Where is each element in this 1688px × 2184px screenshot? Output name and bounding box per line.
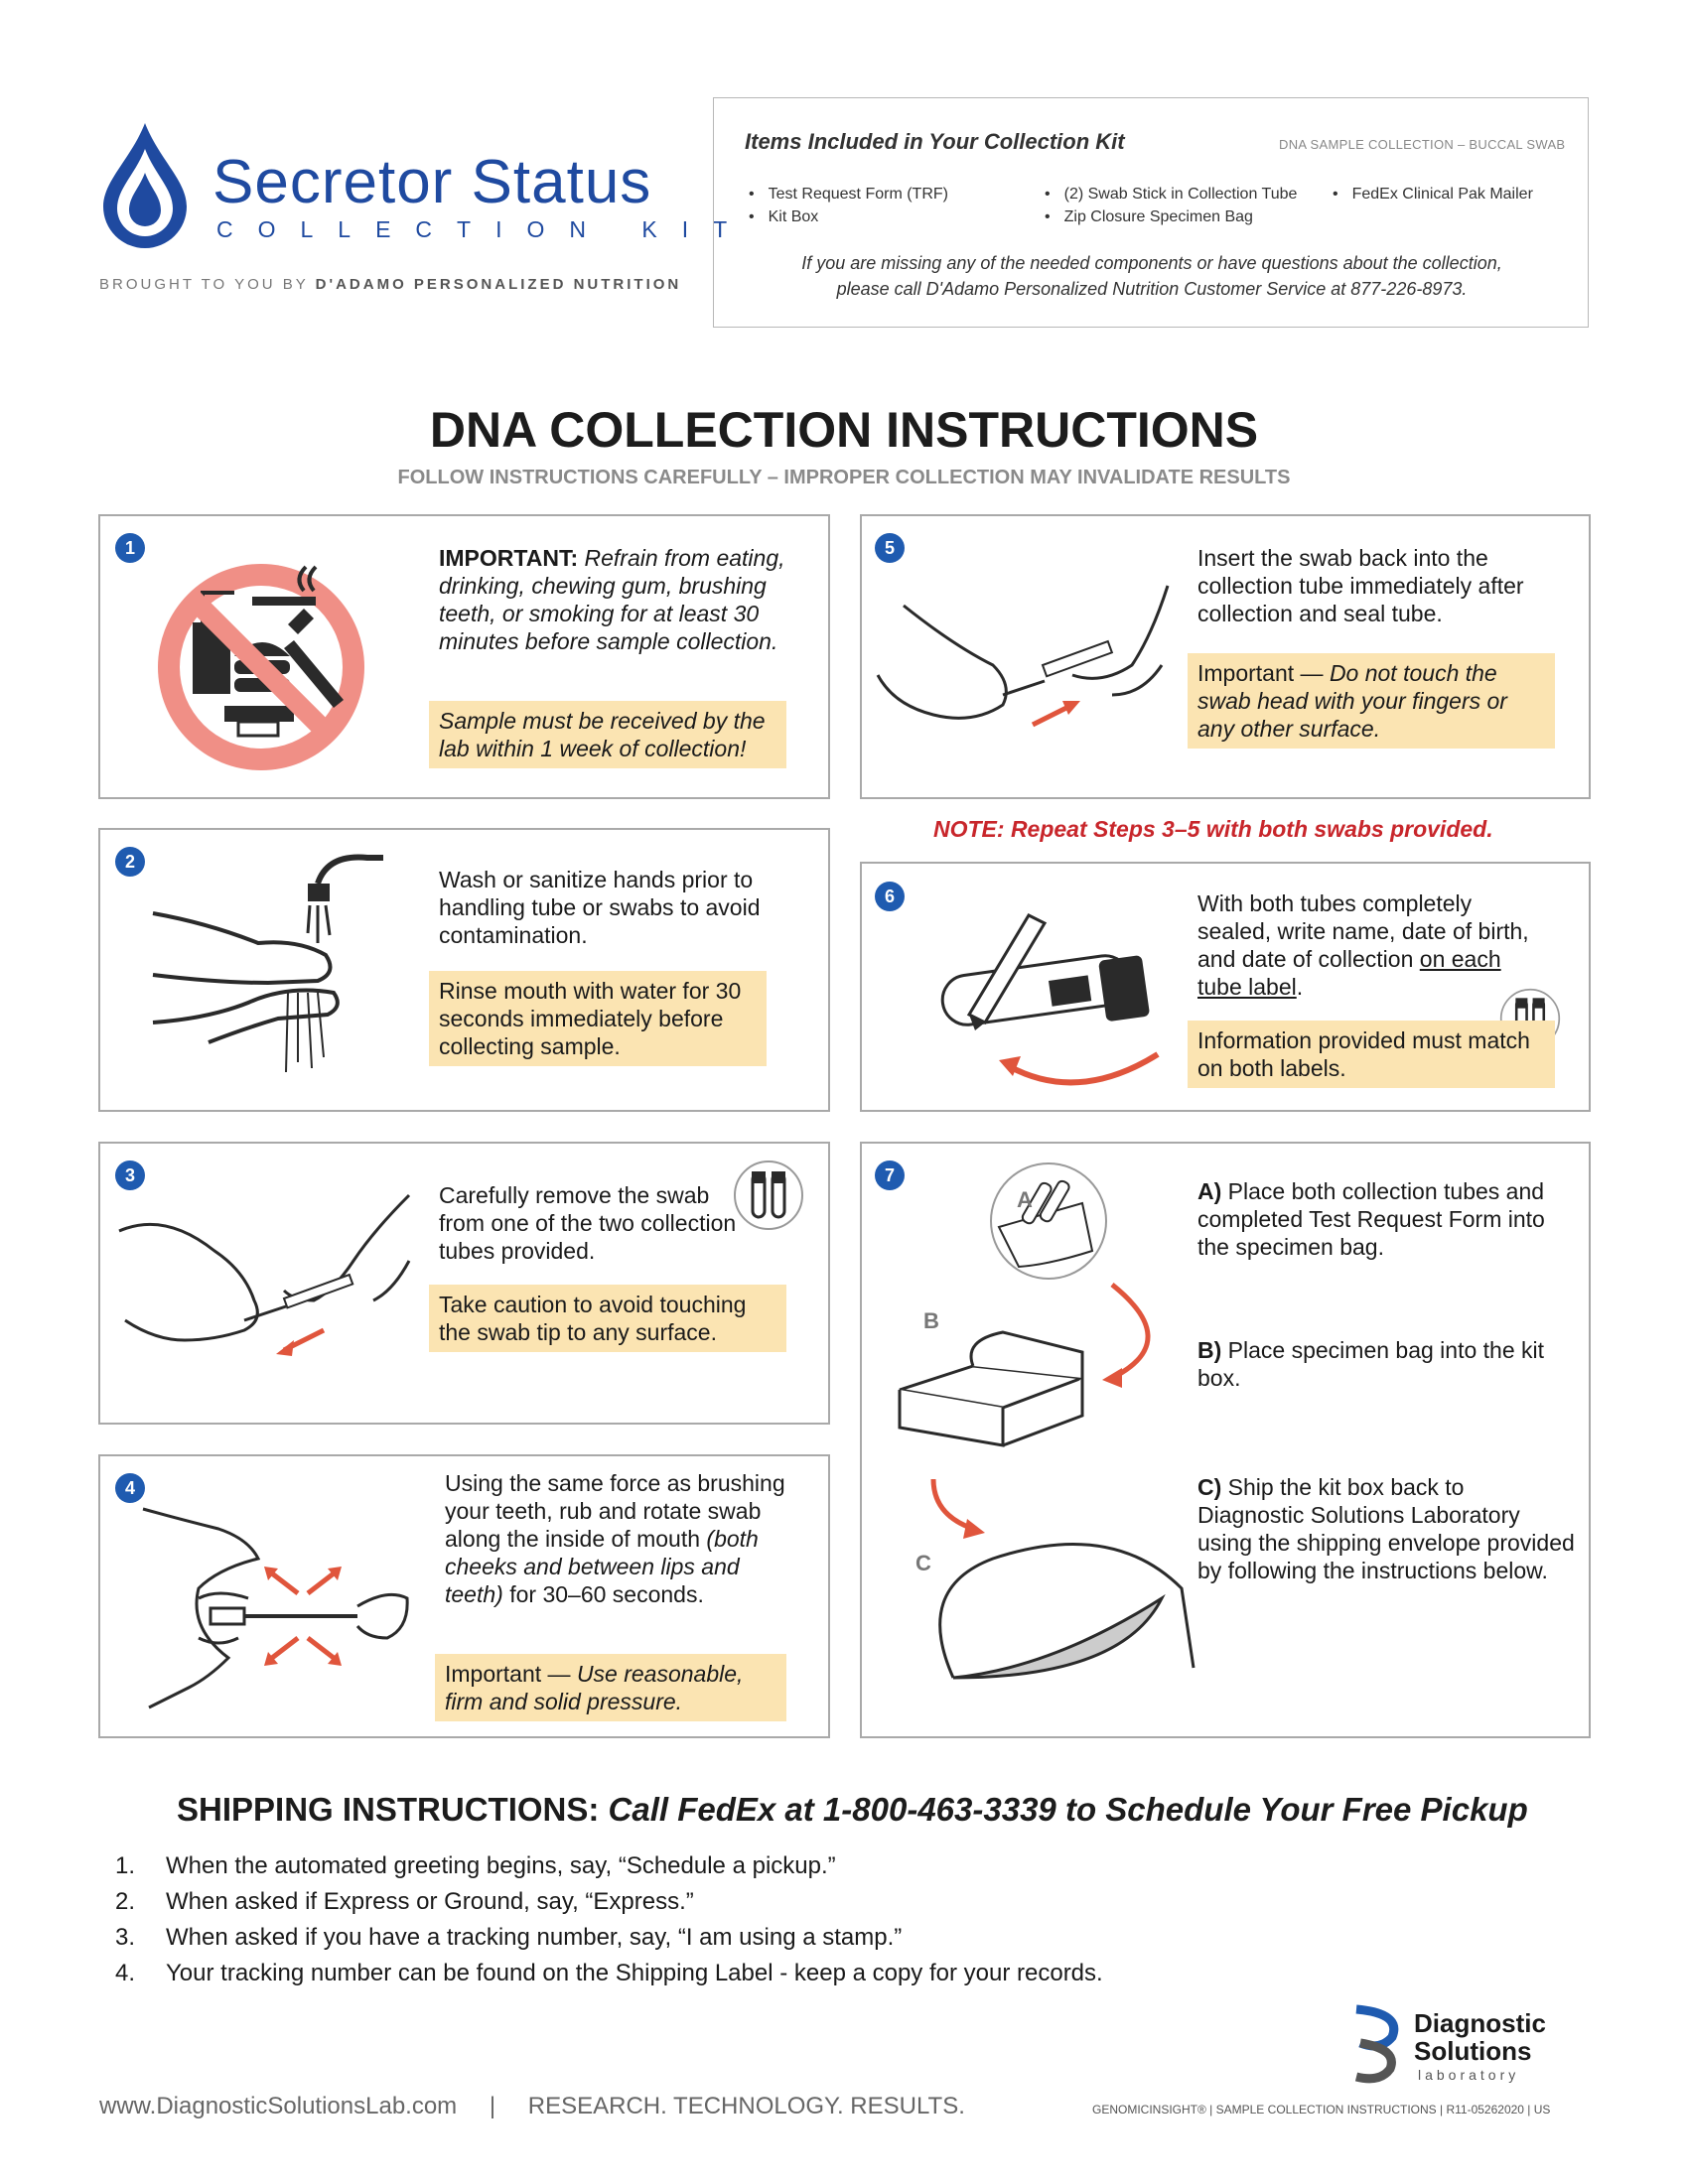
shipping-step bbox=[115, 1848, 1103, 1884]
step-4-highlight-b: Use reasonable, firm and solid pressure. bbox=[445, 1661, 744, 1714]
step-6-number: 6 bbox=[875, 882, 905, 911]
shipping-step bbox=[115, 1920, 1103, 1956]
step-2-highlight: Rinse mouth with water for 30 seconds immediately before collecting sample. bbox=[429, 971, 767, 1066]
kit-item: • Zip Closure Specimen Bag bbox=[1045, 205, 1297, 228]
hand-washing-icon bbox=[149, 844, 387, 1082]
step-4-highlight-a: Important — bbox=[445, 1661, 577, 1687]
step-5-highlight-a: Important — bbox=[1197, 660, 1330, 686]
step-1-highlight bbox=[429, 701, 786, 768]
step-5-highlight-b: Do not touch the swab head with your fingers or any other surface. bbox=[1197, 660, 1507, 742]
kit-note-line1: If you are missing any of the needed components or have questions about the collection, bbox=[801, 253, 1502, 273]
brand-title: Secretor Status bbox=[212, 148, 652, 216]
step-7-b bbox=[1197, 1336, 1565, 1392]
shipping-step bbox=[115, 1884, 1103, 1920]
step-5-highlight bbox=[1188, 653, 1555, 749]
kit-list-col2 bbox=[1045, 183, 1297, 228]
tube-labeling-icon bbox=[929, 905, 1168, 1094]
step-5-text: Insert the swab back into the collection tube immediately after collection and seal tube. bbox=[1197, 545, 1524, 626]
shipping-envelope-icon bbox=[933, 1529, 1201, 1707]
step-3-text: Carefully remove the swab from one of the two collection tubes provided. bbox=[439, 1182, 737, 1264]
step-7-c-text: Ship the kit box back to Diagnostic Solutions Laboratory using the shipping envelope provided by following the instructions below. bbox=[1197, 1474, 1575, 1583]
shipping-step-text: When asked if you have a tracking number, say, “I am using a stamp.” bbox=[166, 1924, 903, 1951]
figure-label-c: C bbox=[915, 1551, 931, 1575]
step-7-c bbox=[1197, 1473, 1575, 1584]
step-2-number: 2 bbox=[115, 847, 145, 877]
swab-removal-icon bbox=[115, 1191, 413, 1380]
step-1-important: IMPORTANT: bbox=[439, 545, 579, 571]
step-1-highlight-text: Sample must be received by the lab within 1 week of collection! bbox=[439, 708, 766, 761]
footer-left bbox=[99, 2093, 965, 2120]
kit-note-line2: please call D'Adamo Personalized Nutrition Customer Service at 877-226-8973. bbox=[836, 279, 1468, 299]
shipping-title-a: SHIPPING INSTRUCTIONS: bbox=[177, 1791, 609, 1828]
footer-tagline: RESEARCH. TECHNOLOGY. RESULTS. bbox=[527, 2093, 965, 2119]
kit-note bbox=[725, 250, 1579, 302]
step-2-text: Wash or sanitize hands prior to handling tube or swabs to avoid contamination. bbox=[439, 867, 761, 948]
step-7-b-text: Place specimen bag into the kit box. bbox=[1197, 1337, 1545, 1391]
water-drop-logo-icon bbox=[99, 119, 191, 248]
step-4-text-c: for 30–60 seconds. bbox=[502, 1581, 704, 1607]
kit-title: Items Included in Your Collection Kit bbox=[745, 129, 1125, 154]
shipping-step-number: 4. bbox=[115, 1960, 136, 1986]
kit-list-col3 bbox=[1333, 183, 1533, 205]
repeat-steps-note: NOTE: Repeat Steps 3–5 with both swabs provided. bbox=[933, 816, 1493, 842]
step-4-text-a: Using the same force as brushing your teeth, rub and rotate swab along the inside of mouth bbox=[445, 1470, 785, 1552]
kit-tag: DNA SAMPLE COLLECTION – BUCCAL SWAB bbox=[1279, 137, 1566, 152]
step-6-text bbox=[1197, 889, 1535, 1001]
kit-box-icon bbox=[894, 1330, 1092, 1449]
shipping-step bbox=[115, 1956, 1103, 1991]
kit-list-col1 bbox=[749, 183, 948, 228]
step-7-a bbox=[1197, 1177, 1565, 1261]
ds-logo-text bbox=[1414, 2009, 1546, 2065]
kit-item: • (2) Swab Stick in Collection Tube bbox=[1045, 183, 1297, 205]
shipping-step-text: When asked if Express or Ground, say, “Express.” bbox=[166, 1888, 694, 1915]
step-1-instruction: Refrain from eating, drinking, chewing gum, brushing teeth, or smoking for at least 30 minutes before sample collection. bbox=[439, 545, 785, 654]
ds-logo-line1: Diagnostic bbox=[1414, 2008, 1546, 2038]
kit-item: • Test Request Form (TRF) bbox=[749, 183, 948, 205]
diagnostic-solutions-logo-icon bbox=[1350, 2003, 1406, 2083]
kit-item: • FedEx Clinical Pak Mailer bbox=[1333, 183, 1533, 205]
step-6-text-b: on each tube label bbox=[1197, 946, 1501, 1000]
ds-logo-line3: laboratory bbox=[1418, 2067, 1520, 2083]
specimen-bag-icon bbox=[989, 1161, 1108, 1281]
mouth-swab-icon bbox=[139, 1489, 417, 1717]
page-subtitle: FOLLOW INSTRUCTIONS CAREFULLY – IMPROPER COLLECTION MAY INVALIDATE RESULTS bbox=[397, 467, 1291, 488]
brought-by-name: D'ADAMO PERSONALIZED NUTRITION bbox=[315, 276, 682, 293]
website-link[interactable]: www.DiagnosticSolutionsLab.com bbox=[99, 2093, 458, 2119]
arrow-a-to-b-icon bbox=[1092, 1281, 1182, 1390]
step-3-highlight: Take caution to avoid touching the swab tip to any surface. bbox=[429, 1285, 786, 1352]
shipping-step-number: 1. bbox=[115, 1852, 136, 1879]
step-7-number: 7 bbox=[875, 1160, 905, 1190]
step-5-number: 5 bbox=[875, 533, 905, 563]
shipping-step-text: When the automated greeting begins, say, “Schedule a pickup.” bbox=[166, 1852, 836, 1879]
step-6-highlight: Information provided must match on both labels. bbox=[1188, 1021, 1555, 1088]
ds-logo-line2: Solutions bbox=[1414, 2036, 1532, 2066]
no-eating-smoking-icon bbox=[155, 561, 367, 773]
step-4-text-b: (both cheeks and between lips and teeth) bbox=[445, 1526, 759, 1607]
figure-label-a: A bbox=[1017, 1187, 1033, 1212]
brought-by-prefix: BROUGHT TO YOU BY bbox=[99, 276, 316, 293]
shipping-step-text: Your tracking number can be found on the Shipping Label - keep a copy for your records. bbox=[166, 1960, 1103, 1986]
step-1-text bbox=[439, 544, 796, 655]
shipping-step-number: 3. bbox=[115, 1924, 136, 1951]
shipping-step-number: 2. bbox=[115, 1888, 136, 1915]
step-1-number: 1 bbox=[115, 533, 145, 563]
kit-item: • Kit Box bbox=[749, 205, 948, 228]
shipping-title bbox=[177, 1791, 1528, 1829]
step-3-number: 3 bbox=[115, 1160, 145, 1190]
step-4-highlight bbox=[435, 1654, 786, 1721]
step-7-a-text: Place both collection tubes and completed Test Request Form into the specimen bag. bbox=[1197, 1178, 1545, 1260]
step-4-number: 4 bbox=[115, 1473, 145, 1503]
shipping-title-b: Call FedEx at 1-800-463-3339 to Schedule Your Free Pickup bbox=[608, 1791, 1528, 1828]
page-title: DNA COLLECTION INSTRUCTIONS bbox=[429, 402, 1259, 458]
step-7-b-label: B) bbox=[1197, 1337, 1222, 1363]
swab-insert-icon bbox=[874, 556, 1172, 754]
brought-by-line bbox=[99, 276, 681, 293]
step-4-text bbox=[445, 1469, 802, 1608]
step-6-text-a: With both tubes completely sealed, write name, date of birth, and date of collection bbox=[1197, 890, 1529, 972]
shipping-list bbox=[115, 1848, 1103, 1991]
footer-doc-code: GENOMICINSIGHT® | SAMPLE COLLECTION INSTRUCTIONS | R11-05262020 | US bbox=[1092, 2103, 1551, 2116]
figure-label-b: B bbox=[923, 1308, 939, 1333]
footer-separator: | bbox=[489, 2093, 496, 2119]
step-7-c-label: C) bbox=[1197, 1474, 1222, 1500]
step-7-a-label: A) bbox=[1197, 1178, 1222, 1204]
step-6-text-c: . bbox=[1296, 974, 1304, 1000]
brand-subtitle: COLLECTION KIT bbox=[216, 216, 753, 242]
